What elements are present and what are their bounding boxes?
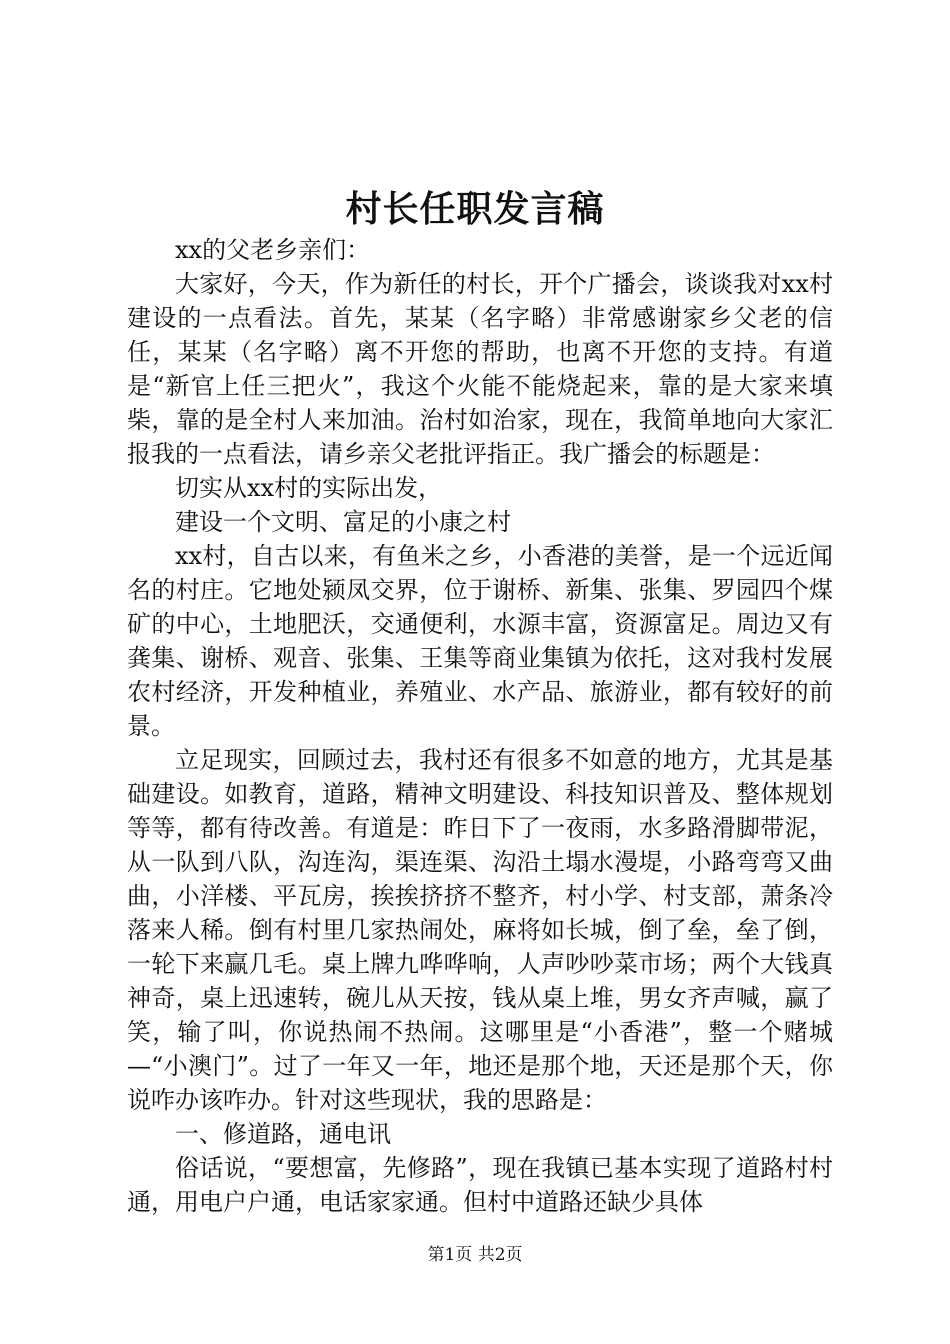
paragraph-intro: 大家好，今天，作为新任的村长，开个广播会，谈谈我对xx村建设的一点看法。首先，某某（名字略）非常感谢家乡父老的信任，某某（名字略）离不开您的帮助，也离不开您的支持。有道是“新官上任三把火”，我这个火能不能烧起来，靠的是大家来填柴，靠的是全村人来加油。治村如治家，现在，我简单地向大家汇报我的一点看法，请乡亲父老批评指正。我广播会的标题是： [127,270,833,468]
paragraph-current-status: 立足现实，回顾过去，我村还有很多不如意的地方，尤其是基础建设。如教育，道路，精神文明建设、科技知识普及、整体规划等等，都有待改善。有道是：昨日下了一夜雨，水多路滑脚带泥，从一队到八队，沟连沟，渠连渠、沟沿土塌水漫堤，小路弯弯又曲曲，小洋楼、平瓦房，挨挨挤挤不整齐，村小学、村支部，萧条冷落来人稀。倒有村里几家热闹处，麻将如长城，倒了垒，垒了倒，一轮下来赢几毛。桌上牌九哗哗响，人声吵吵菜市场；两个大钱真神奇，桌上迅速转，碗儿从天按，钱从桌上堆，男女齐声喊，赢了笑，输了叫，你说热闹不热闹。这哪里是“小香港”，整一个赌城—“小澳门”。过了一年又一年，地还是那个地，天还是那个天，你说咋办该咋办。针对这些现状，我的思路是： [127,746,833,1114]
document-body [127,233,833,1219]
section-heading-roads: 一、修道路，通电讯 [175,1120,391,1148]
document-title: 村长任职发言稿 [345,188,605,230]
paragraph-heading-line-1: 切实从xx村的实际出发， [175,474,443,502]
paragraph-heading-line-2: 建设一个文明、富足的小康之村 [175,508,511,536]
paragraph-greeting: xx的父老乡亲们： [175,236,371,264]
page-footer: 第1页 共2页 [427,1245,523,1265]
paragraph-roads: 俗话说，“要想富，先修路”，现在我镇已基本实现了道路村村通，用电户户通，电话家家通。但村中道路还缺少具体 [127,1154,833,1216]
paragraph-village-overview: xx村，自古以来，有鱼米之乡，小香港的美誉，是一个远近闻名的村庄。它地处颍凤交界，位于谢桥、新集、张集、罗园四个煤矿的中心，土地肥沃，交通便利，水源丰富，资源富足。周边又有龚集、谢桥、观音、张集、王集等商业集镇为依托，这对我村发展农村经济，开发种植业，养殖业、水产品、旅游业，都有较好的前景。 [127,542,833,740]
